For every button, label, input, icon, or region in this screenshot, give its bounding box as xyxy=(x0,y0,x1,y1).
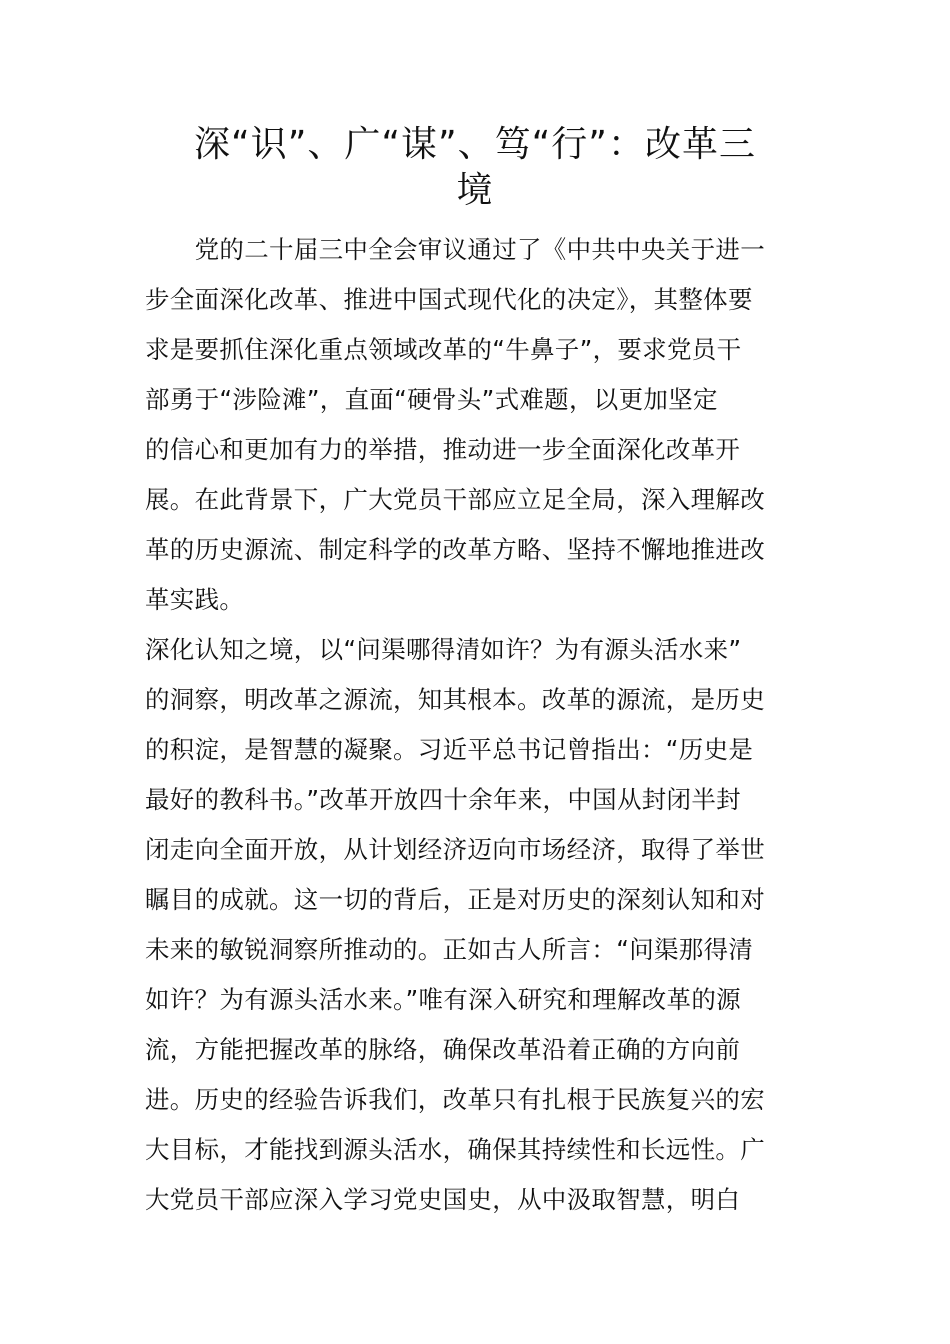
body-line: 如许？为有源头活水来。”唯有深入研究和理解改革的源 xyxy=(145,985,741,1014)
title-line-2: 境 xyxy=(456,170,494,211)
body-line: 进。历史的经验告诉我们，改革只有扎根于民族复兴的宏 xyxy=(145,1085,765,1114)
body-line: 革实践。 xyxy=(145,585,245,614)
body-line: 大目标，才能找到源头活水，确保其持续性和长远性。广 xyxy=(145,1135,765,1164)
document-title xyxy=(140,122,810,214)
body-line: 革的历史源流、制定科学的改革方略、坚持不懈地推进改 xyxy=(145,535,765,564)
body-line: 求是要抓住深化重点领域改革的“牛鼻子”，要求党员干 xyxy=(145,335,742,364)
body-line: 最好的教科书。”改革开放四十余年来，中国从封闭半封 xyxy=(145,785,741,814)
body-line: 展。在此背景下，广大党员干部应立足全局，深入理解改 xyxy=(145,485,765,514)
body-line: 部勇于“涉险滩”，直面“硬骨头”式难题，以更加坚定 xyxy=(145,385,718,414)
body-line: 的信心和更加有力的举措，推动进一步全面深化改革开 xyxy=(145,435,741,464)
body-line: 未来的敏锐洞察所推动的。正如古人所言：“问渠那得清 xyxy=(145,935,754,964)
body-line: 的洞察，明改革之源流，知其根本。改革的源流，是历史 xyxy=(145,685,765,714)
body-line: 深化认知之境，以“问渠哪得清如许？为有源头活水来” xyxy=(145,635,742,664)
body-line: 步全面深化改革、推进中国式现代化的决定》，其整体要 xyxy=(145,285,753,314)
body-line: 瞩目的成就。这一切的背后，正是对历史的深刻认知和对 xyxy=(145,885,765,914)
title-line-1: 深“识”、广“谋”、笃“行”：改革三 xyxy=(194,124,756,165)
body-line: 的积淀，是智慧的凝聚。习近平总书记曾指出：“历史是 xyxy=(145,735,754,764)
body-line: 流，方能把握改革的脉络，确保改革沿着正确的方向前 xyxy=(145,1035,741,1064)
body-line: 大党员干部应深入学习党史国史，从中汲取智慧，明白 xyxy=(145,1185,741,1214)
body-line: 党的二十届三中全会审议通过了《中共中央关于进一 xyxy=(145,235,765,264)
body-line: 闭走向全面开放，从计划经济迈向市场经济，取得了举世 xyxy=(145,835,765,864)
